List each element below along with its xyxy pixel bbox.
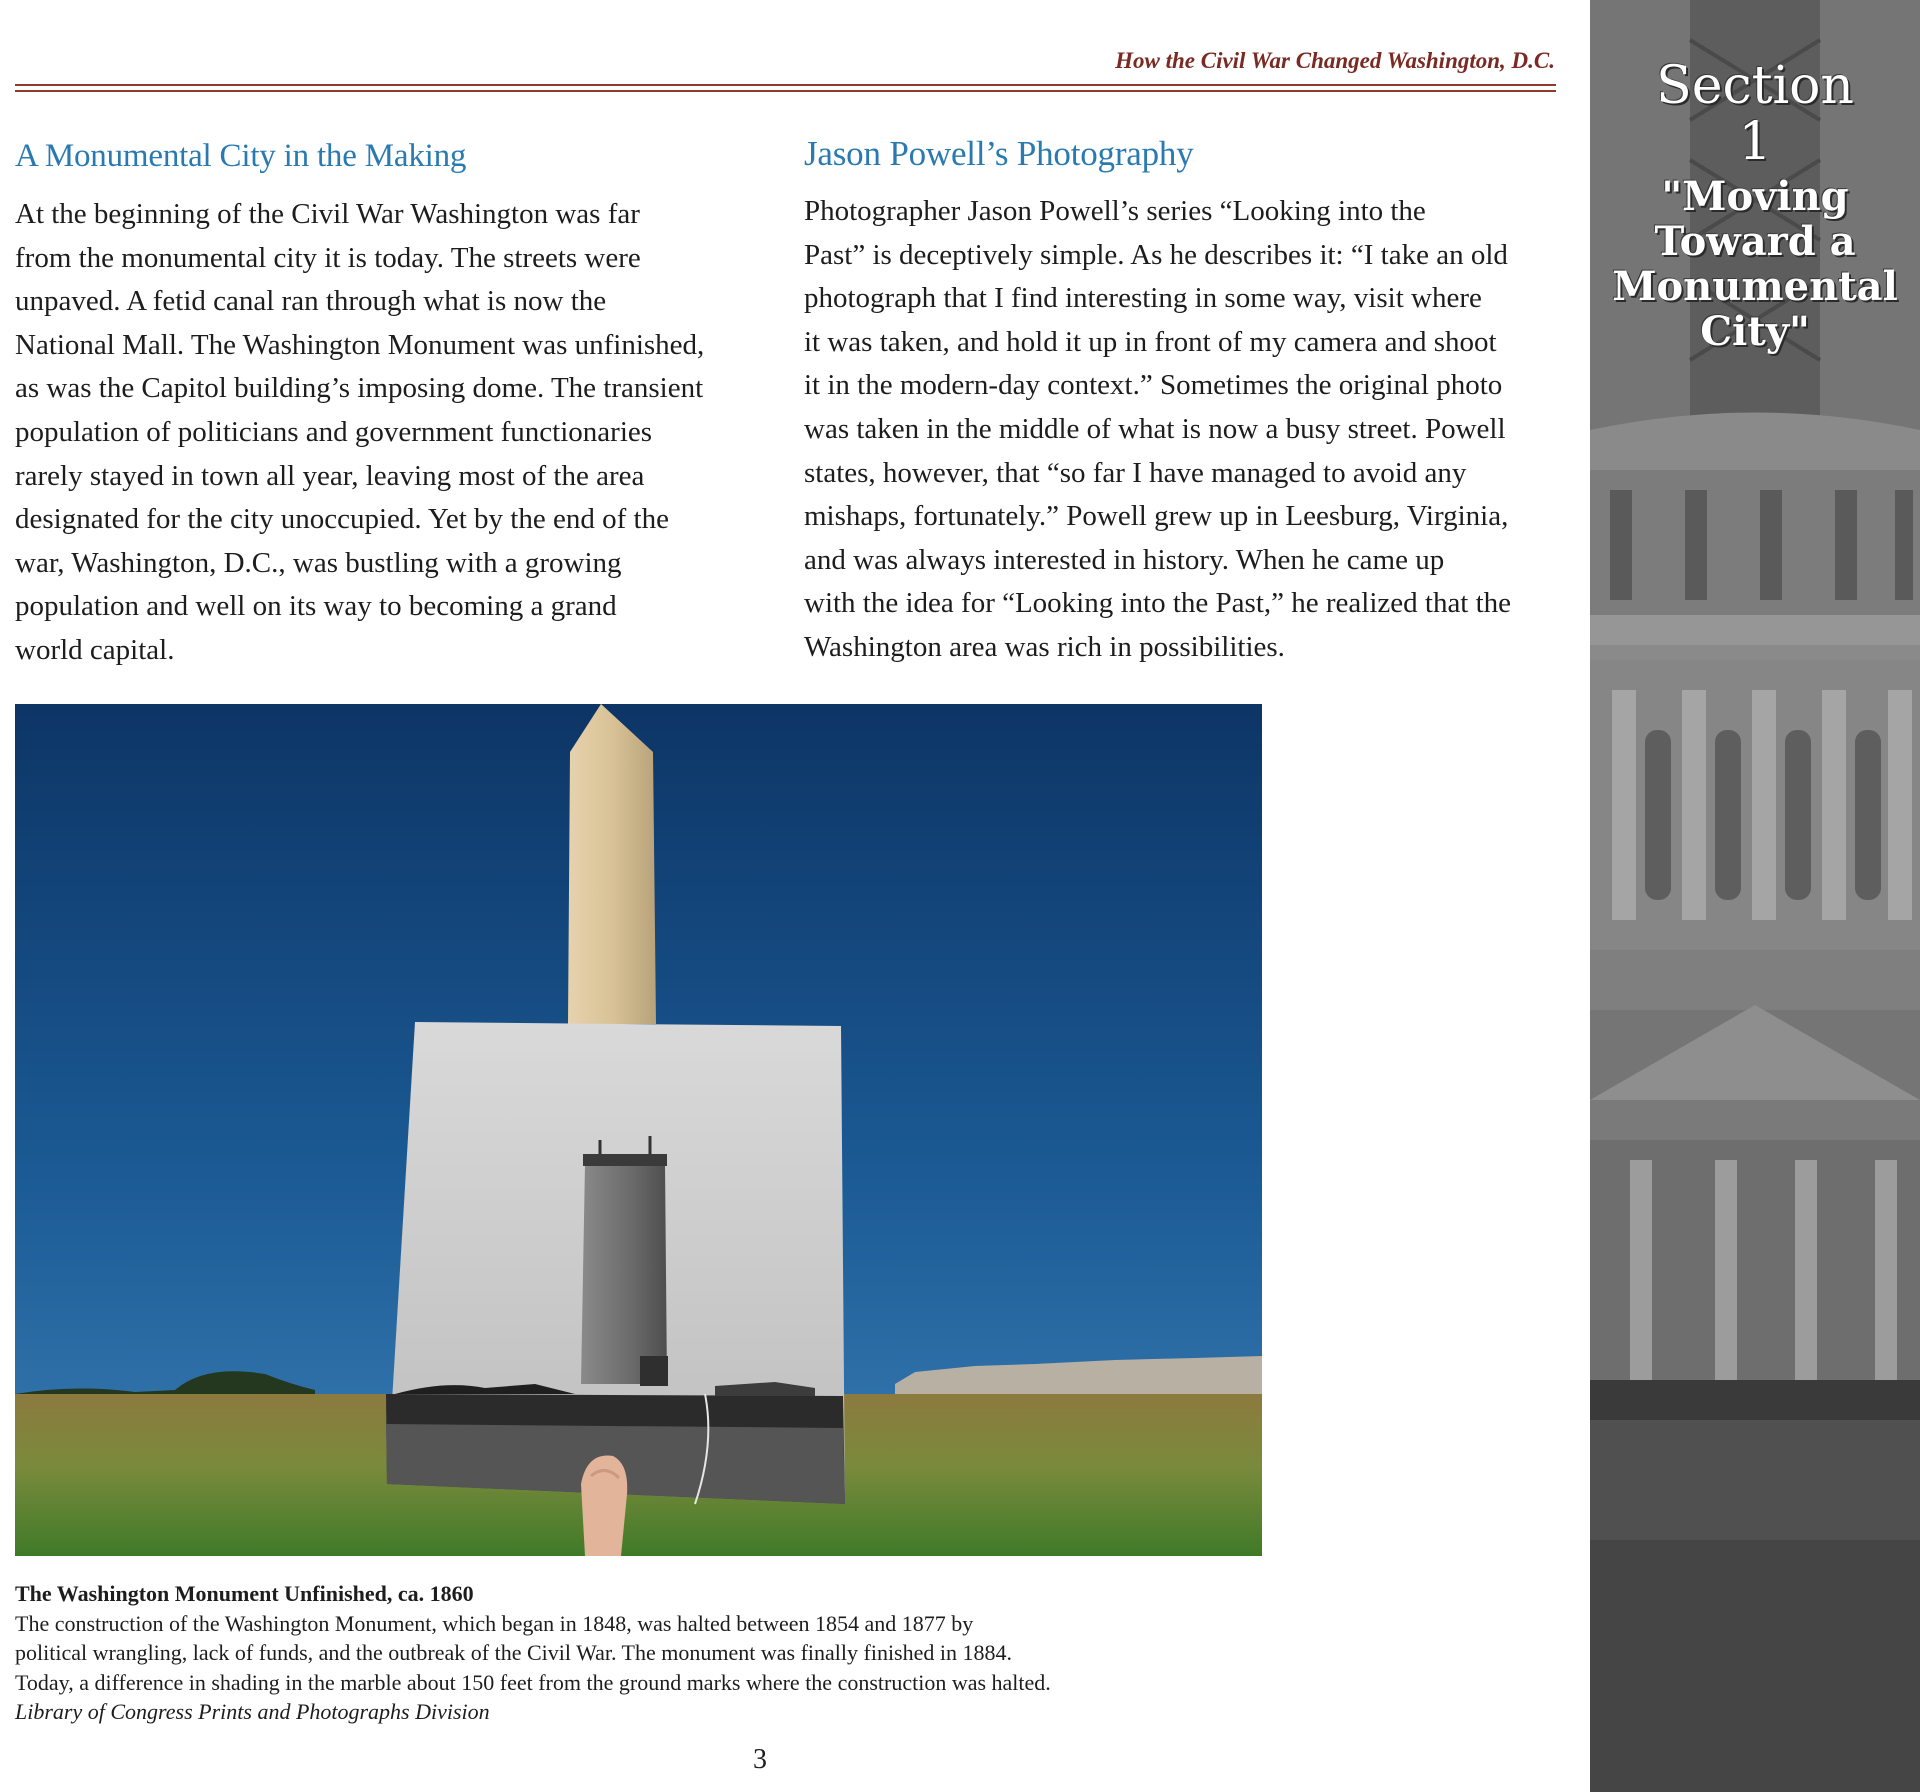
section-label: Section <box>1656 56 1854 116</box>
header-rule-bottom <box>15 90 1556 92</box>
section-number: 1 <box>1738 112 1772 172</box>
header-rule-top <box>15 84 1556 86</box>
section-label-block <box>1590 58 1920 354</box>
figure-caption <box>15 1579 1255 1727</box>
right-column-heading: Jason Powell’s Photography <box>804 134 1194 173</box>
left-column-heading: A Monumental City in the Making <box>15 138 467 174</box>
section-title: "Moving Toward a Monumental City" <box>1612 173 1898 355</box>
right-column-body: Photographer Jason Powell’s series “Looking into the Past” is deceptively simple. As he describes it: “I take an old photograph that I find interesting in some way, visit where it was taken, and hold it up in front of my camera and shoot it in the modern-day context.” Sometimes the original photo was taken in the middle of what is now a busy street. Powell states, however, that “so far I have managed to avoid any mishaps, fortunately.” Powell grew up in Leesburg, Virginia, and was always interested in history. When he came up with the idea for “Looking into the Past,” he realized that the Washington area was rich in possibilities. <box>804 195 1512 663</box>
caption-body: The construction of the Washington Monument, which began in 1848, was halted between 1854 and 1877 by political wrangling, lack of funds, and the outbreak of the Civil War. The monument was finally finished in 1884. Today, a difference in shading in the marble about 150 feet from the ground marks where the construction was halted. <box>15 1610 1051 1695</box>
caption-credit: Library of Congress Prints and Photographs Division <box>15 1699 490 1724</box>
section-side-banner <box>1590 0 1920 1792</box>
left-column-body: At the beginning of the Civil War Washington was far from the monumental city it is today. The streets were unpaved. A fetid canal ran through what is now the National Mall. The Washington Monument was unfinished, as was the Capitol building’s imposing dome. The transient population of politicians and government functionaries rarely stayed in town all year, leaving most of the area designated for the city unoccupied. Yet by the end of the war, Washington, D.C., was bustling with a growing population and well on its way to becoming a grand world capital. <box>15 198 705 666</box>
caption-title: The Washington Monument Unfinished, ca. 1860 <box>15 1581 474 1606</box>
running-header-title: How the Civil War Changed Washington, D.C. <box>1115 48 1555 73</box>
page-number: 3 <box>753 1744 767 1775</box>
monument-photograph <box>15 704 1262 1556</box>
